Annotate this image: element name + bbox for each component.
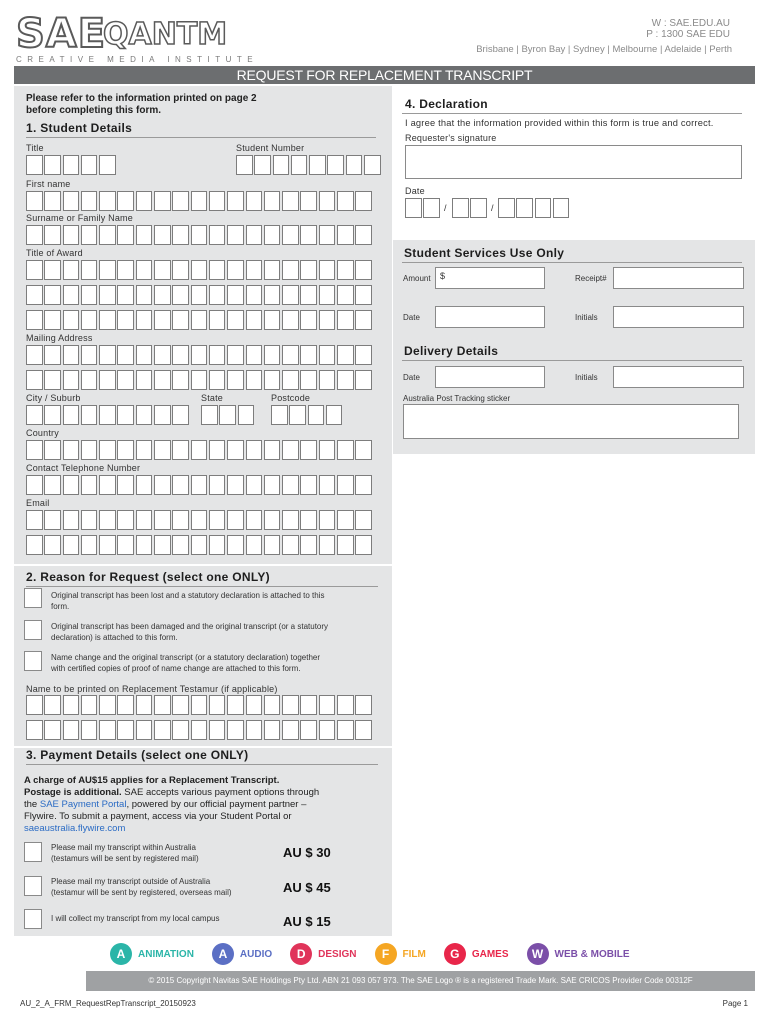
state-label: State xyxy=(201,393,224,403)
postcode-boxes[interactable] xyxy=(271,405,342,425)
logo-tagline: CREATIVE MEDIA INSTITUTE xyxy=(16,55,259,64)
animation-discipline: A ANIMATION xyxy=(110,943,194,965)
games-icon: G xyxy=(444,943,466,965)
sae-logo: SAE xyxy=(16,11,107,57)
film-icon: F xyxy=(375,943,397,965)
header-phone: P : 1300 SAE EDU xyxy=(646,29,730,40)
services-date-label: Date xyxy=(403,313,420,322)
tracking-label: Australia Post Tracking sticker xyxy=(403,394,511,403)
payment-portal-link[interactable]: SAE Payment Portal xyxy=(39,799,127,810)
testamur-name-boxes-2[interactable] xyxy=(26,720,372,740)
discipline-strip xyxy=(110,943,648,965)
first-name-label: First name xyxy=(26,179,71,189)
copyright-bar: © 2015 Copyright Navitas SAE Holdings Pty Ltd. ABN 21 093 057 973. The SAE Logo ® is a registered Trade Mark. SAE CRICOS Provider Code 00312F xyxy=(86,971,755,991)
header-campuses: Brisbane | Byron Bay | Sydney | Melbourne | Adelaide | Perth xyxy=(476,44,732,55)
mailing-boxes-1[interactable] xyxy=(26,345,372,365)
phone-boxes[interactable] xyxy=(26,475,372,495)
city-label: City / Suburb xyxy=(26,393,81,403)
flywire-link[interactable]: saeaustralia.flywire.com xyxy=(24,823,126,834)
audio-discipline: A AUDIO xyxy=(212,943,272,965)
design-discipline: D DESIGN xyxy=(290,943,356,965)
student-services-heading: Student Services Use Only xyxy=(404,246,565,260)
intro-text: Please refer to the information printed on page 2 before completing this form. xyxy=(26,93,257,116)
surname-label: Surname or Family Name xyxy=(26,213,133,223)
tracking-sticker-field[interactable] xyxy=(403,404,739,439)
pay-australia-text: Please mail my transcript within Australia (testamurs will be sent by registered mail) xyxy=(51,843,199,863)
phone-label: Contact Telephone Number xyxy=(26,463,141,473)
postcode-label: Postcode xyxy=(271,393,311,403)
declaration-heading: 4. Declaration xyxy=(405,97,488,111)
reason-lost-checkbox[interactable] xyxy=(24,588,42,608)
web-mobile-discipline: W WEB & MOBILE xyxy=(527,943,630,965)
mailing-label: Mailing Address xyxy=(26,333,93,343)
title-boxes[interactable] xyxy=(26,155,116,175)
pay-collect-price: AU $ 15 xyxy=(283,914,331,929)
email-boxes-2[interactable] xyxy=(26,535,372,555)
award-boxes-3[interactable] xyxy=(26,310,372,330)
document-id: AU_2_A_FRM_RequestRepTranscript_20150923 xyxy=(20,999,196,1008)
pay-australia-price: AU $ 30 xyxy=(283,845,331,860)
page-number: Page 1 xyxy=(722,999,748,1008)
award-label: Title of Award xyxy=(26,248,83,258)
pay-overseas-checkbox[interactable] xyxy=(24,876,42,896)
reason-lost-text: Original transcript has been lost and a statutory declaration is attached to this form. xyxy=(51,591,325,611)
pay-overseas-price: AU $ 45 xyxy=(283,880,331,895)
pay-overseas-text: Please mail my transcript outside of Australia (testamur will be sent by registered, overseas mail) xyxy=(51,877,232,897)
first-name-boxes[interactable] xyxy=(26,191,372,211)
declaration-date-day[interactable] xyxy=(405,198,440,218)
amount-currency: $ xyxy=(440,271,446,281)
payment-info: A charge of AU$15 applies for a Replacement Transcript. Postage is additional. SAE accepts various payment options through the SAE Payment Portal, powered by our official payment partner – Flywire. To submit a payment, access via your Student Portal or saeaustralia.flywire.com xyxy=(24,775,320,834)
declaration-date-month[interactable] xyxy=(452,198,487,218)
reason-damaged-checkbox[interactable] xyxy=(24,620,42,640)
delivery-date-field[interactable] xyxy=(435,366,545,388)
header-web: W : SAE.EDU.AU xyxy=(651,18,730,29)
country-label: Country xyxy=(26,428,59,438)
audio-icon: A xyxy=(212,943,234,965)
reason-name-change-checkbox[interactable] xyxy=(24,651,42,671)
animation-icon: A xyxy=(110,943,132,965)
reason-damaged-text: Original transcript has been damaged and the original transcript (or a statutory declaration) is attached to this form. xyxy=(51,622,329,642)
title-label: Title xyxy=(26,143,44,153)
declaration-date-year[interactable] xyxy=(498,198,569,218)
student-number-boxes[interactable] xyxy=(236,155,381,175)
amount-label: Amount xyxy=(403,274,431,283)
state-boxes[interactable] xyxy=(201,405,254,425)
student-details-heading: 1. Student Details xyxy=(26,121,133,135)
signature-field[interactable] xyxy=(405,145,742,179)
mailing-boxes-2[interactable] xyxy=(26,370,372,390)
design-icon: D xyxy=(290,943,312,965)
web-mobile-icon: W xyxy=(527,943,549,965)
services-date-field[interactable] xyxy=(435,306,545,328)
signature-label: Requester's signature xyxy=(405,133,497,143)
film-discipline: F FILM xyxy=(375,943,426,965)
email-boxes-1[interactable] xyxy=(26,510,372,530)
delivery-heading: Delivery Details xyxy=(404,344,499,358)
testamur-name-label: Name to be printed on Replacement Testamur (if applicable) xyxy=(26,684,278,694)
testamur-name-boxes-1[interactable] xyxy=(26,695,372,715)
delivery-date-label: Date xyxy=(403,373,420,382)
country-boxes[interactable] xyxy=(26,440,372,460)
email-label: Email xyxy=(26,498,50,508)
receipt-label: Receipt# xyxy=(575,274,607,283)
pay-australia-checkbox[interactable] xyxy=(24,842,42,862)
award-boxes-2[interactable] xyxy=(26,285,372,305)
declaration-date-label: Date xyxy=(405,186,425,196)
qantm-logo: QANTM xyxy=(103,17,228,52)
student-number-label: Student Number xyxy=(236,143,305,153)
payment-heading: 3. Payment Details (select one ONLY) xyxy=(26,748,249,762)
award-boxes-1[interactable] xyxy=(26,260,372,280)
receipt-field[interactable] xyxy=(613,267,744,289)
delivery-initials-label: Initials xyxy=(575,373,598,382)
reason-heading: 2. Reason for Request (select one ONLY) xyxy=(26,570,270,584)
declaration-text: I agree that the information provided within this form is true and correct. xyxy=(405,118,714,128)
games-discipline: G GAMES xyxy=(444,943,509,965)
city-boxes[interactable] xyxy=(26,405,189,425)
form-title: REQUEST FOR REPLACEMENT TRANSCRIPT xyxy=(14,66,755,84)
surname-boxes[interactable] xyxy=(26,225,372,245)
services-initials-field[interactable] xyxy=(613,306,744,328)
amount-field[interactable] xyxy=(435,267,545,289)
pay-collect-text: I will collect my transcript from my local campus xyxy=(51,914,220,923)
services-initials-label: Initials xyxy=(575,313,598,322)
reason-name-change-text: Name change and the original transcript (or a statutory declaration) together with certified copies of proof of name change are attached to this form. xyxy=(51,653,321,673)
delivery-initials-field[interactable] xyxy=(613,366,744,388)
pay-collect-checkbox[interactable] xyxy=(24,909,42,929)
